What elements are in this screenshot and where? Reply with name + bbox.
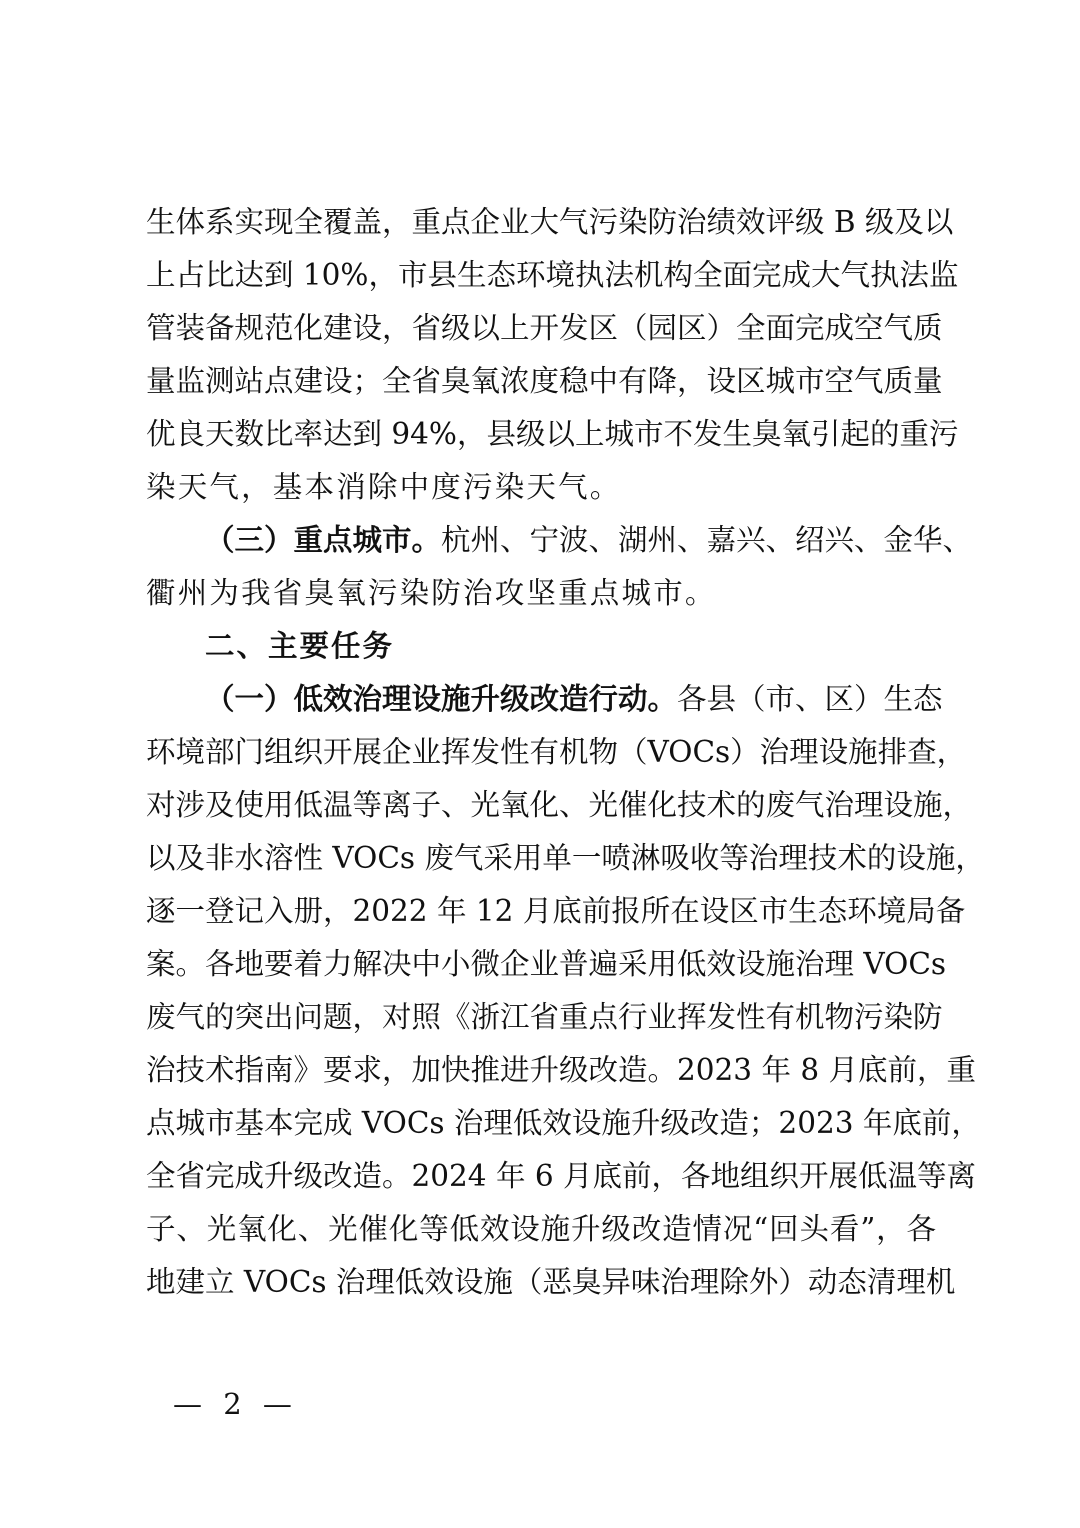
- paragraph-line: 染天气，基本消除中度污染天气。: [146, 470, 622, 504]
- paragraph-line: 环境部门组织开展企业挥发性有机物（VOCs）治理设施排查，: [146, 735, 967, 769]
- paragraph-line: 生体系实现全覆盖，重点企业大气污染防治绩效评级 B 级及以: [146, 205, 954, 239]
- paragraph-line: 地建立 VOCs 治理低效设施（恶臭异味治理除外）动态清理机: [146, 1265, 956, 1299]
- paragraph-line: 上占比达到 10%，市县生态环境执法机构全面完成大气执法监: [146, 258, 959, 292]
- task-1-text: 各县（市、区）生态: [677, 682, 943, 716]
- paragraph-line: 案。各地要着力解决中小微企业普遍采用低效设施治理 VOCs: [146, 947, 947, 981]
- paragraph-line: 优良天数比率达到 94%，县级以上城市不发生臭氧引起的重污: [146, 417, 959, 451]
- paragraph-line: 衢州为我省臭氧污染防治攻坚重点城市。: [146, 576, 717, 610]
- paragraph-line: 以及非水溶性 VOCs 废气采用单一喷淋吸收等治理技术的设施，: [146, 841, 985, 875]
- page-number: — 2 —: [173, 1387, 298, 1421]
- task-1-label: （一）低效治理设施升级改造行动。: [205, 682, 678, 716]
- paragraph-line: 子、光氧化、光催化等低效设施升级改造情况“回头看”，各: [146, 1212, 936, 1246]
- task-1-line: [205, 673, 943, 725]
- section-3-text: 杭州、宁波、湖州、嘉兴、绍兴、金华、: [441, 523, 973, 557]
- paragraph-line: 对涉及使用低温等离子、光氧化、光催化技术的废气治理设施，: [146, 788, 973, 822]
- paragraph-line: 点城市基本完成 VOCs 治理低效设施升级改造；2023 年底前，: [146, 1106, 981, 1140]
- paragraph-line: 废气的突出问题，对照《浙江省重点行业挥发性有机物污染防: [146, 1000, 943, 1034]
- paragraph-line: 治技术指南》要求，加快推进升级改造。2023 年 8 月底前，重: [146, 1053, 976, 1087]
- paragraph-line: 全省完成升级改造。2024 年 6 月底前，各地组织开展低温等离: [146, 1159, 976, 1193]
- paragraph-line: 管装备规范化建设，省级以上开发区（园区）全面完成空气质: [146, 311, 943, 345]
- section-3-line: [205, 514, 973, 566]
- section-3-label: （三）重点城市。: [205, 523, 442, 557]
- paragraph-line: 逐一登记入册，2022 年 12 月底前报所在设区市生态环境局备: [146, 894, 966, 928]
- paragraph-line: 量监测站点建设；全省臭氧浓度稳中有降，设区城市空气质量: [146, 364, 943, 398]
- section-heading: 二、主要任务: [205, 629, 395, 663]
